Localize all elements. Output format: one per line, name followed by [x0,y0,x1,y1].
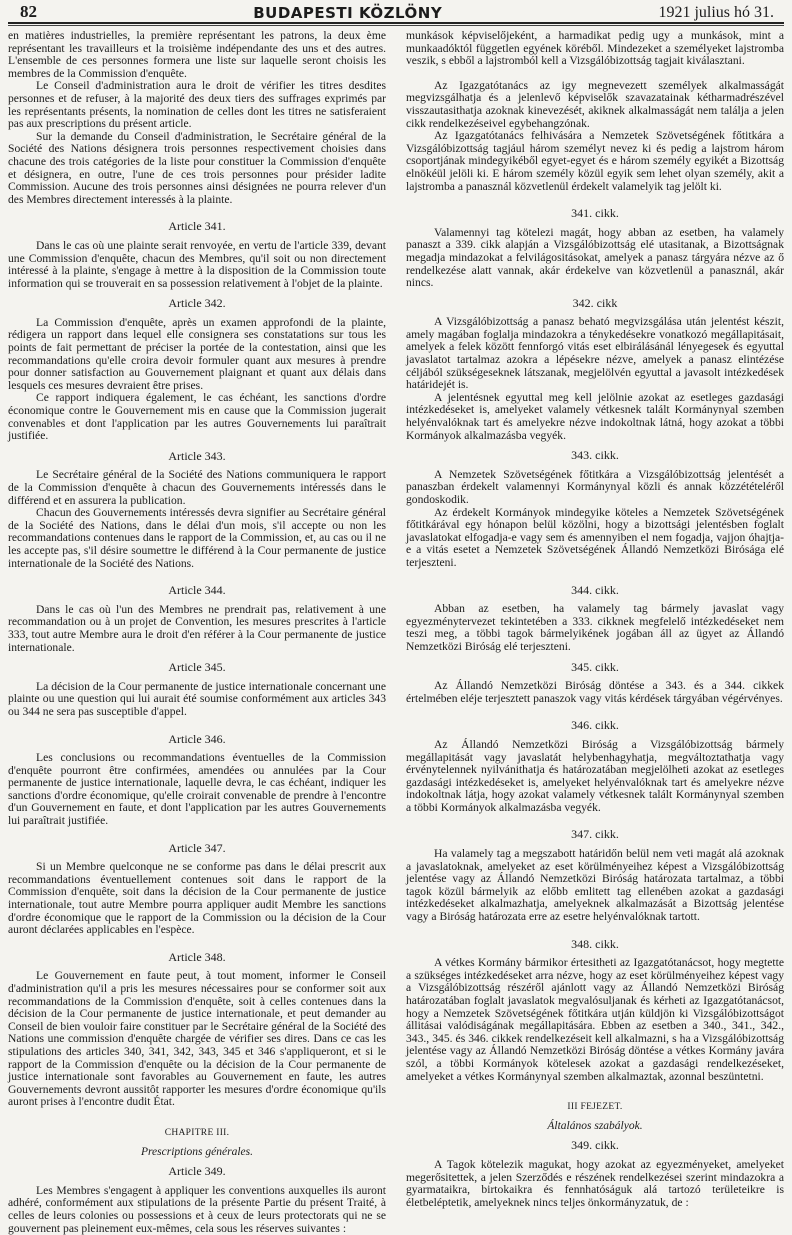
paragraph: Az Igazgatótanács felhivására a Nemzetek Szövetségének főtitkára a Vizsgálóbizottság tagjául három személyt nevez ki és pedig a lajstrom három csoportjának mindegyikéből egyet-egyet és e három személy egyikét a Bizottság elnökéül jelöli ki. E három személy közül egyik sem lehet olyan személy, akit a lajstromba a panasznál közvetlenül érdekelt valamelyik tag jelölt ki. [406,129,784,193]
paragraph: A Vizsgálóbizottság a panasz beható megvizsgálása után jelentést készit, amely magában foglalja mindazokra a ténykedésekre vonatkozó megállapitásait, amelyek a felek között fennforgó vitás eset elbirálásánál lényegesek és egyuttal javaslatot tartalmaz azokra a lépésekre nézve, amelyek a panasz elintézése céljából szükségeseknek látszanak, megjelölvén egyuttal a javasolt intézkedések határidejét is. [406,315,784,392]
article-heading: 342. cikk [572,295,618,310]
paragraph: La décision de la Cour permanente de justice internationale concernant une plainte ou une question qui lui aurait été soumise conformément aux articles 343 ou 344 ne sera pas susceptible d'appel. [8,679,386,718]
article-heading: Article 341. [168,219,226,234]
paragraph: Az érdekelt Kormányok mindegyike köteles a Nemzetek Szövetségének főtitkárával egy hónapon belül közölni, hogy a bizottsági jelentésben foglalt javaslatokat elfogadja-e vagy sem és amennyiben el nem fogadja, vajjon óhajtja-e a vitás esetet a Nemzetek Szövetségének Állandó Nemzetközi Birósága elé terjeszteni. [406,505,784,569]
article-heading: 348. cikk. [571,936,619,951]
issue-date: 1921 julius hó 31. [658,4,774,21]
article-heading: 346. cikk. [571,718,619,733]
article-heading: Article 348. [168,949,226,964]
article-heading: 347. cikk. [571,827,619,842]
paragraph: Si un Membre quelconque ne se conforme pas dans le délai prescrit aux recommandations éventuellement contenues soit dans le rapport de la Commission d'enquête, soit dans la décision de la Cour permanente de justice internationale, tout autre Membre pourra appliquer audit Membre les sanctions d'ordre économique que le rapport de la Commission ou la décision de la Cour auront déclarées applicables en l'espèce. [8,860,386,937]
chapter-subtitle: Prescriptions générales. [140,1145,253,1158]
paragraph: A Tagok kötelezik magukat, hogy azokat az egyezményeket, amelyeket megerősitettek, a jelen Szerződés e részének rendelkezései szerint mindazokra a gyarmataikra, birtokaikra és fennhatóságuk alá tartozó területeikre is életbeléptetik, amelyeknek nincs teljes önkormányzatuk, de : [406,1157,784,1209]
article-heading: Article 343. [168,448,226,463]
article-heading: Article 344. [168,583,226,598]
chapter-heading: CHAPITRE III. [164,1127,230,1138]
page-number: 82 [20,2,37,21]
article-heading: Article 342. [168,296,226,311]
newspaper-title: BUDAPESTI KÖZLÖNY [253,4,443,22]
paragraph: Valamennyi tag kötelezi magát, hogy abban az esetben, ha valamely panaszt a 339. cikk alapján a Vizsgálóbizottság elé utasitanak, a Bizottságnak megadja mindazokat a felvilágositásokat, amelyek a panasz tárgyára nézve az ő rendelkezése alatt vannak, akár érdekelve van közvetlenül a panasznál, akár nincs. [406,225,784,290]
paragraph: Az Igazgatótanács az igy megnevezett személyek alkalmasságát megvizsgálhatja és a jelenlevő képviselők szavazatainak kétharmadrészével visszautasithatja azoknak kinevezését, akiknek alkalmasságát nem találja a jelen cikk rendelkezéseivel egybehangzónak. [406,78,784,130]
article-heading: 341. cikk. [571,206,619,221]
article-heading: 343. cikk. [571,448,619,463]
french-text-column [8,30,386,1235]
article-heading: Article 347. [168,840,226,855]
paragraph: Les conclusions ou recommandations éventuelles de la Commission d'enquête pourront être confirmées, amendées ou annulées par la Cour permanente de justice internationale, laquelle devra, le cas échéant, indiquer les sanctions d'ordre économique, qu'elle croirait convenable de prendre à l'encontre d'un Gouvernement en faute, et dont l'application par les autres Gouvernements lui paraîtrait justifiée. [8,751,386,828]
paragraph: A jelentésnek egyuttal meg kell jelölnie azokat az esetleges gazdasági intézkedéseket is, amelyeket valamely vétkesnek talált Kormánynyal szemben helyénvalóknak tart és amelyekre nézve indokoltnak látná, hogy azokat a többi Kormányok alkalmazásba vegyék. [406,390,784,442]
article-heading: 345. cikk. [571,659,619,674]
paragraph: Ce rapport indiquera également, le cas échéant, les sanctions d'ordre économique contre le Gouvernement mis en cause que la Commission jugerait convenables et dont l'application par les autres Gouvernements lui paraîtrait justifiée. [8,391,386,443]
paragraph: Dans le cas où l'un des Membres ne prendrait pas, relativement à une recommandation ou à un projet de Convention, les mesures prescrites à l'article 333, tout autre Membre aura le droit d'en référer à la Cour permanente de justice internationale. [8,602,386,654]
paragraph: Le Gouvernement en faute peut, à tout moment, informer le Conseil d'administration qu'il a pris les mesures nécessaires pour se conformer soit aux recommandations de la Commission d'enquête, soit à celles contenues dans la décision de la Cour permanente de justice internationale, et peut demander au Conseil de bien vouloir faire constituer par le Secrétaire général de la Société des Nations une commission d'enquête chargée de vérifier ses dires. Dans ce cas les stipulations des articles 340, 341, 342, 343, 345 et 346 s'appliqueront, et si le rapport de la Commission d'enquête ou la décision de la Cour permanente de justice internationale sont favorables au Gouvernement en faute, les autres Gouvernements devront aussitôt rapporter les mesures d'ordre économique qu'ils auront prises à l'encontre dudit État. [8,969,386,1109]
paragraph: La Commission d'enquête, après un examen approfondi de la plainte, rédigera un rapport dans lequel elle consignera ses constatations sur tous les points de fait permettant de préciser la portée de la contestation, ainsi que les recommandations qu'elle croira devoir formuler quant aux mesures à prendre pour donner satisfaction au Gouvernement plaignant et quant aux délais dans lesquels ces mesures devraient être prises. [8,315,386,392]
paragraph: A Nemzetek Szövetségének főtitkára a Vizsgálóbizottság jelentését a panaszban érdekelt valamennyi Kormánynyal közli és annak közzétételéről gondoskodik. [406,467,784,506]
paragraph: Sur la demande du Conseil d'administration, le Secrétaire général de la Société des Nations désignera trois personnes respectivement choisies dans chacune des trois catégories de la liste pour constituer la Commission d'enquête et désignera, en outre, l'une de ces trois personnes pour présider ladite Commission. Aucune des trois personnes ainsi désignées ne pourra relever d'un des Membres directement interessés à la plainte. [8,129,386,206]
chapter-heading: III FEJEZET. [567,1102,623,1113]
paragraph: Abban az esetben, ha valamely tag bármely javaslat vagy egyezménytervezet tekintetében a 333. cikknek megfelelő intézkedéseket nem teszi meg, a többi tagok bármelyikének jogában áll az ügyet az Állandó Nemzetközi Biróság elé terjeszteni. [406,602,784,653]
paragraph: Les Membres s'engagent à appliquer les conventions auxquelles ils auront adhéré, conformément aux stipulations de la présente Partie du présent Traité, à celles de leurs colonies ou possessions et à ceux de leurs protectorats qui ne se gouvernent pas pleinement eux-mêmes, cela sous les réserves suivantes : [8,1183,386,1235]
paragraph: Le Secrétaire général de la Société des Nations communiquera le rapport de la Commission d'enquête à chacun des Gouvernements intéressés dans le différend et en assurera la publication. [8,468,386,507]
article-heading: Article 345. [168,660,226,675]
article-heading: Article 349. [168,1164,226,1179]
paragraph: A vétkes Kormány bármikor értesitheti az Igazgatótanácsot, hogy megtette a szükséges intézkedéseket arra nézve, hogy az eset körülményeihez képest vagy a Vizsgálóbizottság részéről ajánlott vagy az Állandó Nemzetközi Biróság határozatában foglalt javaslatok megvalósuljanak és kérheti az Igazgatótanácsot, hogy a Nemzetek Szövetségének főtitkára utján küldjön ki Vizsgálóbizottságot állitásai valódiságának megállapitására. Ebben az esetben a 340., 341., 342., 343., 345. és 346. cikkek rendelkezéseit kell alkalmazni, s ha a Vizsgálóbizottság jelentése vagy az Állandó Nemzetközi Biróság döntése a vétkes Kormány javára szól, a többi Kormányok kötelesek azokat a gazdasági rendelkezéseket, amelyeket a vétkes Kormánynyal szemben alkalmaztak, azonnal beszüntetni. [406,956,784,1083]
paragraph: Ha valamely tag a megszabott határidőn belül nem veti magát alá azoknak a javaslatoknak, amelyeket az eset körülményeihez képest a Vizsgálóbizottság jelentése vagy az Állandó Nemzetközi Biróság határozata tartalmaz, a többi tagok közül bármelyik az előbb emlitett tag ellenében azokat a gazdasági intézkedéseket alkalmazhatja, amelyeknek alkalmazását a Bizottság jelentése vagy a Biróság határozata erre az esetre helyénvalóknak tartott. [406,847,784,924]
paragraph: en matières industrielles, la première représentant les patrons, la deux ème représentant les travailleurs et la troisième indépendante des uns et des autres. L'ensemble de ces personnes formera une liste sur laquelle seront choisis les membres de la Commission d'enquête. [8,29,386,80]
paragraph: Az Állandó Nemzetközi Biróság a Vizsgálóbizottság bármely megállapitását vagy javaslatát helybenhagyhatja, megváltoztathatja vagy érvénytelennek nyilvánithatja és határozatában megjelölheti azokat az esetleges gazdasági intézkedéseket is, amelyeket helyénvalóknak tart és amelyekre nézve indokoltnak látja, hogy azokat valamely vétkesnek talált Kormánynyal szemben a többi Kormányok alkalmazásba vegyék. [406,737,784,814]
chapter-subtitle: Általános szabályok. [547,1119,643,1132]
article-heading: 349. cikk. [571,1138,619,1153]
paragraph: Le Conseil d'administration aura le droit de vérifier les titres desdites personnes et de refuser, à la majorité des deux tiers des suffrages exprimés par les représentants présents, la nomination de celles dont les titres ne satisferaient pas aux prescriptions du présent article. [8,79,386,131]
paragraph: munkások képviselőjeként, a harmadikat pedig ugy a munkások, mint a munkaadóktól független egyének köréből. Mindezeket a személyeket lajstromba veszik, s ebből a lajstromból kell a Vizsgálóbizottság tagjait kiválasztani. [406,29,784,68]
page-header [8,0,784,24]
article-heading: 344. cikk. [571,582,619,597]
article-heading: Article 346. [168,731,226,746]
paragraph: Dans le cas où une plainte serait renvoyée, en vertu de l'article 339, devant une Commission d'enquête, chacun des Membres, qu'il soit ou non directement intéressé à la plainte, s'engage à mettre à la disposition de la Commission toute information qui se trouverait en sa possession relativement à l'objet de la plainte. [8,238,386,290]
paragraph: Chacun des Gouvernements intéressés devra signifier au Secrétaire général de la Société des Nations, dans le délai d'un mois, s'il accepte ou non les recommandations contenues dans le rapport de la Commission, et, au cas ou il ne les accepte pas, s'il désire soumettre le différend à la Cour permanente de justice internationale de la Société des Nations. [8,506,386,570]
hungarian-text-column [406,30,784,1209]
paragraph: Az Állandó Nemzetközi Biróság döntése a 343. és a 344. cikkek értelmében eléje terjesztett panaszok vagy vitás kérdések tárgyában végérvényes. [406,679,784,705]
